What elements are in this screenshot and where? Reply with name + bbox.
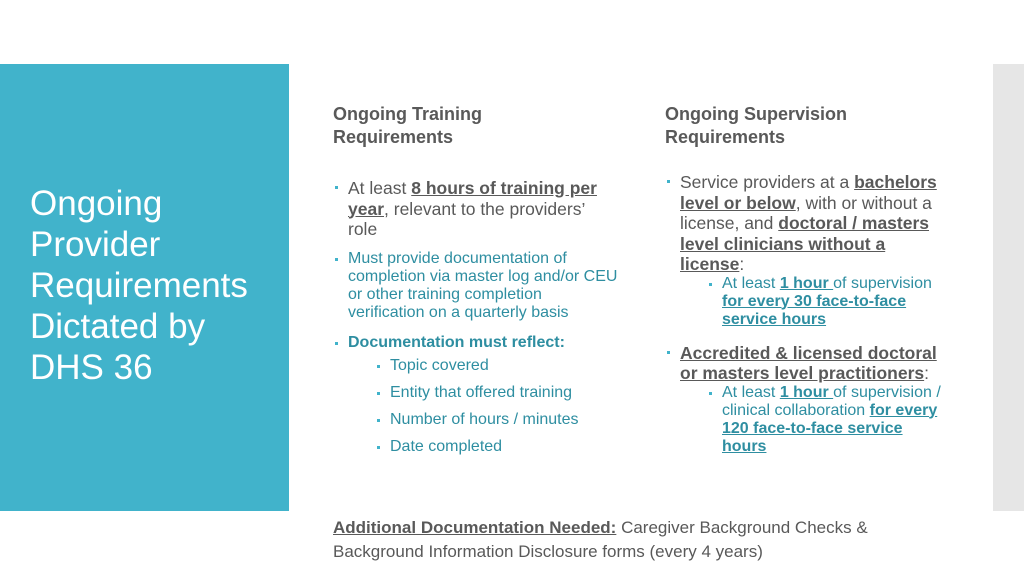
supervision-heading: Ongoing Supervision Requirements bbox=[665, 104, 848, 147]
text: : bbox=[924, 363, 930, 383]
text: , with or without a license, and bbox=[680, 192, 932, 233]
reflect-item: Number of hours / minutes bbox=[375, 411, 618, 429]
footer-note bbox=[333, 516, 933, 564]
training-heading: Ongoing Training Requirements bbox=[333, 104, 482, 147]
reflect-item: Entity that offered training bbox=[375, 384, 618, 402]
slide-title: Ongoing Provider Requirements Dictated by DHS 36 bbox=[30, 184, 248, 387]
text: of supervision bbox=[833, 274, 932, 292]
reflect-item: Date completed bbox=[375, 438, 618, 456]
reflect-item: Topic covered bbox=[375, 357, 618, 375]
emphasis: 1 hour bbox=[779, 383, 834, 401]
text: At least bbox=[722, 274, 780, 292]
emphasis: 1 hour bbox=[779, 274, 834, 292]
reflect-list bbox=[333, 357, 618, 456]
emphasis: Accredited & licensed doctoral or masters level practitioners bbox=[680, 342, 937, 383]
text: Service providers at a bbox=[680, 172, 855, 192]
emphasis: for every 120 face-to-face service hours bbox=[722, 401, 938, 455]
side-strip bbox=[993, 64, 1024, 511]
footer-text: Caregiver Background Checks & Background Information Disclosure forms (every 4 years) bbox=[333, 518, 868, 561]
emphasis: bachelors level or below bbox=[680, 172, 937, 213]
supervision-sub-120 bbox=[707, 384, 945, 456]
supervision-column bbox=[665, 172, 945, 456]
training-bullet-reflect: Documentation must reflect: bbox=[333, 334, 618, 352]
training-column bbox=[333, 178, 618, 456]
emphasis: for every 30 face-to-face service hours bbox=[722, 292, 907, 328]
text: , relevant to the providers’ role bbox=[348, 198, 585, 239]
text: of supervision / clinical collaboration bbox=[722, 383, 941, 419]
text: : bbox=[739, 254, 745, 274]
training-bullet-documentation: Must provide documentation of completion via master log and/or CEU or other training completion verification on a quarterly basis bbox=[333, 250, 618, 322]
footer-label: Additional Documentation Needed: bbox=[333, 518, 617, 537]
supervision-bullet-licensed bbox=[665, 343, 945, 384]
supervision-sub-30 bbox=[707, 275, 945, 329]
supervision-bullet-unlicensed bbox=[665, 172, 945, 275]
text: At least bbox=[722, 383, 780, 401]
training-bullet-hours bbox=[333, 178, 618, 240]
emphasis: 8 hours of training per year bbox=[348, 178, 597, 219]
text: At least bbox=[348, 178, 412, 198]
emphasis: doctoral / masters level clinicians without a license bbox=[680, 213, 930, 274]
